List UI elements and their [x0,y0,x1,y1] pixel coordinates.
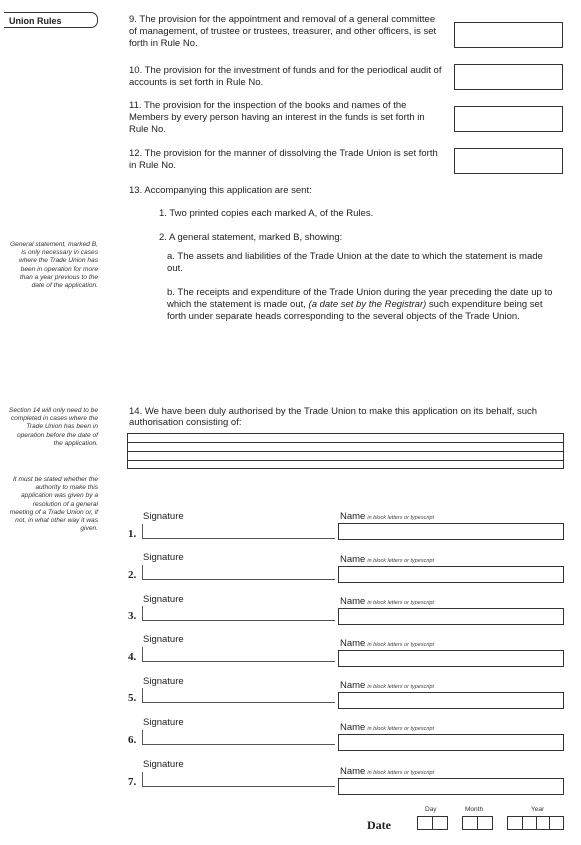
name-label [340,554,434,565]
rule-no-input-9[interactable] [454,22,563,48]
name-label-text: Name [340,554,366,565]
year-digit-1[interactable] [507,816,523,830]
signature-number: 3. [128,610,137,622]
grid-line [128,460,563,461]
question-9: 9. The provision for the appointment and removal of a general committee of management, of trustee or trustees, treasurer, and other officers, is set forth in Rule No. [129,14,437,49]
name-label-text: Name [340,766,366,777]
signature-field-2[interactable] [142,565,335,580]
signature-label: Signature [143,717,184,728]
year-digit-3[interactable] [536,816,550,830]
signature-label: Signature [143,594,184,605]
signature-number: 7. [128,776,137,788]
signature-number: 1. [128,528,137,540]
signature-field-5[interactable] [142,688,335,703]
signature-number: 6. [128,734,137,746]
name-field-7[interactable] [338,778,564,795]
day-digit-2[interactable] [432,816,448,830]
grid-line [128,442,563,443]
name-field-4[interactable] [338,650,564,667]
signature-number: 4. [128,651,137,663]
date-label: Date [367,818,391,832]
name-field-6[interactable] [338,734,564,751]
name-label-text: Name [340,680,366,691]
note-authority: It must be stated whether the authority to make this application was given by a resolution of a general meeting of a Trade Union or, if not, in what other way it was given. [9,476,98,533]
name-label-text: Name [340,722,366,733]
question-13: 13. Accompanying this application are sent: [129,185,312,196]
name-label [340,511,434,522]
signature-number: 5. [128,692,137,704]
name-field-3[interactable] [338,608,564,625]
name-field-5[interactable] [338,692,564,709]
year-digit-4[interactable] [549,816,564,830]
signature-label: Signature [143,676,184,687]
month-digit-1[interactable] [462,816,478,830]
signature-field-6[interactable] [142,730,335,745]
grid-line [128,451,563,452]
name-hint: in block letters or typescript [367,726,434,732]
note-general-statement: General statement, marked B, is only necessary in cases where the Trade Union has been in operation for more than a year previous to the date of the application. [10,241,98,290]
question-14: 14. We have been duly authorised by the Trade Union to make this application on its behalf, such authorisation consisting of: [129,406,538,428]
statement-item-b [167,287,559,323]
registrar-date-note: (a date set by the Registrar) [308,299,427,310]
name-label [340,596,434,607]
year-label: Year [531,806,545,813]
name-hint: in block letters or typescript [367,600,434,606]
signature-label: Signature [143,552,184,563]
signature-label: Signature [143,759,184,770]
name-hint: in block letters or typescript [367,684,434,690]
name-hint: in block letters or typescript [367,558,434,564]
authorisation-grid[interactable] [127,433,564,469]
statement-item-a: a. The assets and liabilities of the Trade Union at the date to which the statement is made out. [167,251,543,274]
month-label: Month [465,806,484,813]
statement-item-b-text: b. The receipts and expenditure of the Trade Union during the year preceding the date up to which the statement is made out, [167,287,553,310]
rule-no-input-12[interactable] [454,148,563,174]
signature-field-1[interactable] [142,524,335,539]
name-label [340,722,434,733]
signature-field-7[interactable] [142,772,335,787]
month-digit-2[interactable] [477,816,493,830]
name-label-text: Name [340,511,366,522]
name-label-text: Name [340,596,366,607]
day-digit-1[interactable] [417,816,433,830]
accompanying-item-2: 2. A general statement, marked B, showing: [159,232,343,243]
year-digit-2[interactable] [522,816,537,830]
name-label [340,766,434,777]
name-label [340,680,434,691]
question-11: 11. The provision for the inspection of the books and names of the Members by every person having an interest in the funds is set forth in Rule No. [129,100,425,135]
signature-field-3[interactable] [142,606,335,621]
name-label [340,638,434,649]
signature-label: Signature [143,634,184,645]
name-label-text: Name [340,638,366,649]
signature-field-4[interactable] [142,647,335,662]
day-label: Day [425,806,437,813]
name-hint: in block letters or typescript [367,642,434,648]
signature-number: 2. [128,569,137,581]
union-rules-tab: Union Rules [4,12,98,28]
signature-label: Signature [143,511,184,522]
name-hint: in block letters or typescript [367,515,434,521]
note-section-14: Section 14 will only need to be completed in cases where the Trade Union has been in operation before the date of the application. [8,407,98,447]
name-field-2[interactable] [338,566,564,583]
question-10: 10. The provision for the investment of funds and for the periodical audit of accounts is set forth in Rule No. [129,65,442,88]
accompanying-item-1: 1. Two printed copies each marked A, of the Rules. [159,208,374,219]
name-field-1[interactable] [338,523,564,540]
statement-item-b-tail: such expenditure being set forth under separate heads corresponding to the several objects of the Trade Union. [167,299,543,322]
rule-no-input-10[interactable] [454,64,563,90]
question-12: 12. The provision for the manner of dissolving the Trade Union is set forth in Rule No. [129,148,438,171]
name-hint: in block letters or typescript [367,770,434,776]
rule-no-input-11[interactable] [454,106,563,132]
